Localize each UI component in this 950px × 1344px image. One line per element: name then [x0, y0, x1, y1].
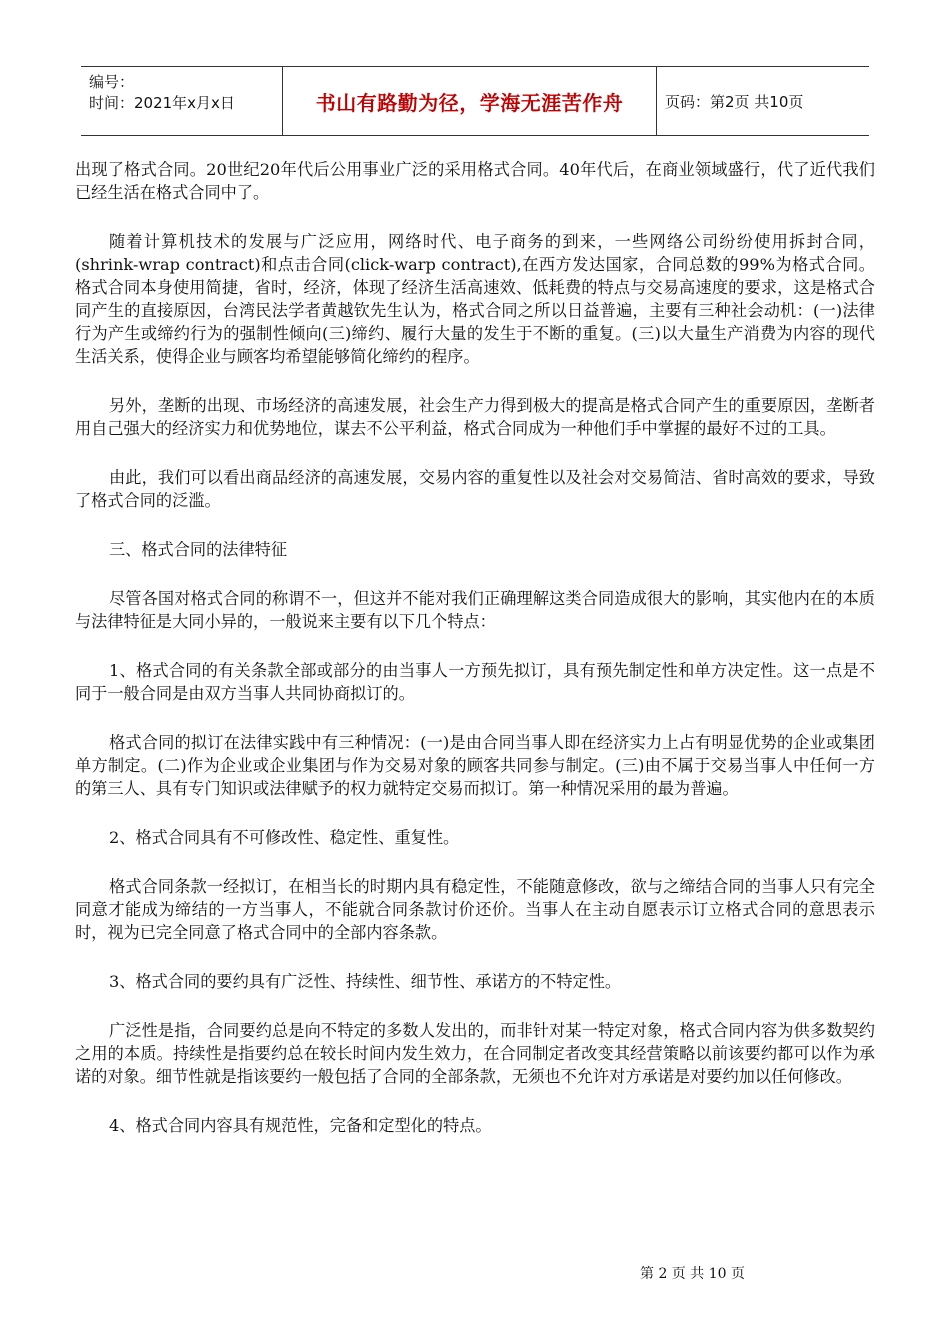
paragraph: 另外，垄断的出现、市场经济的高速发展，社会生产力得到极大的提高是格式合同产生的重要原因，垄断者用自己强大的经济实力和优势地位，谋去不公平利益，格式合同成为一种他们手中掌握的最好不过的工具。 [75, 396, 875, 438]
page-footer: 第 2 页 共 10 页 [640, 1266, 745, 1282]
motto: 书山有路勤为径，学海无涯苦作舟 [315, 90, 624, 115]
paragraph: 3、格式合同的要约具有广泛性、持续性、细节性、承诺方的不特定性。 [109, 972, 622, 991]
paragraph: 2、格式合同具有不可修改性、稳定性、重复性。 [109, 828, 460, 847]
time-label: 时间：2021年x月x日 [89, 94, 235, 112]
page-header [81, 66, 869, 136]
paragraph: 1、格式合同的有关条款全部或部分的由当事人一方预先拟订，具有预先制定性和单方决定性。这一点是不同于一般合同是由双方当事人共同协商拟订的。 [75, 661, 875, 703]
document-body [75, 158, 875, 1137]
paragraph: 4、格式合同内容具有规范性，完备和定型化的特点。 [109, 1116, 492, 1135]
section-heading: 三、格式合同的法律特征 [109, 540, 288, 559]
header-meta [81, 67, 283, 135]
header-page-cell [657, 67, 869, 135]
header-motto-cell [283, 67, 657, 135]
paragraph: 随着计算机技术的发展与广泛应用，网络时代、电子商务的到来，一些网络公司纷纷使用拆封合同，(shrink-wrap contract)和点击合同(click-warp contract),在西方发达国家，合同总数的99%为格式合同。格式合同本身使用简捷，省时，经济，体现了经济生活高速效、低耗费的特点与交易高速度的要求，这是格式合同产生的直接原因，台湾民法学者黄越钦先生认为，格式合同之所以日益普遍，主要有三种社会动机：(一)法律行为产生或缔约行为的强制性倾向(三)缔约、履行大量的发生于不断的重复。(三)以大量生产消费为内容的现代生活关系，使得企业与顾客均希望能够简化缔约的程序。 [75, 232, 875, 366]
paragraph: 出现了格式合同。20世纪20年代后公用事业广泛的采用格式合同。40年代后，在商业领域盛行，代了近代我们已经生活在格式合同中了。 [75, 160, 875, 202]
number-label: 编号： [89, 73, 135, 91]
paragraph: 格式合同条款一经拟订，在相当长的时期内具有稳定性，不能随意修改，欲与之缔结合同的当事人只有完全同意才能成为缔结的一方当事人，不能就合同条款讨价还价。当事人在主动自愿表示订立格式合同的意思表示时，视为已完全同意了格式合同中的全部内容条款。 [75, 877, 875, 942]
paragraph: 尽管各国对格式合同的称谓不一，但这并不能对我们正确理解这类合同造成很大的影响，其实他内在的本质与法律特征是大同小异的，一般说来主要有以下几个特点： [75, 589, 875, 631]
page-info: 页码：第2页 共10页 [665, 92, 804, 111]
paragraph: 格式合同的拟订在法律实践中有三种情况：(一)是由合同当事人即在经济实力上占有明显优势的企业或集团单方制定。(二)作为企业或企业集团与作为交易对象的顾客共同参与制定。(三)由不属于交易当事人中任何一方的第三人、具有专门知识或法律赋予的权力就特定交易而拟订。第一种情况采用的最为普遍。 [75, 733, 875, 798]
paragraph: 广泛性是指，合同要约总是向不特定的多数人发出的，而非针对某一特定对象，格式合同内容为供多数契约之用的本质。持续性是指要约总在较长时间内发生效力，在合同制定者改变其经营策略以前该要约都可以作为承诺的对象。细节性就是指该要约一般包括了合同的全部条款，无须也不允许对方承诺是对要约加以任何修改。 [75, 1021, 875, 1086]
paragraph: 由此，我们可以看出商品经济的高速发展，交易内容的重复性以及社会对交易简洁、省时高效的要求，导致了格式合同的泛滥。 [75, 468, 875, 510]
